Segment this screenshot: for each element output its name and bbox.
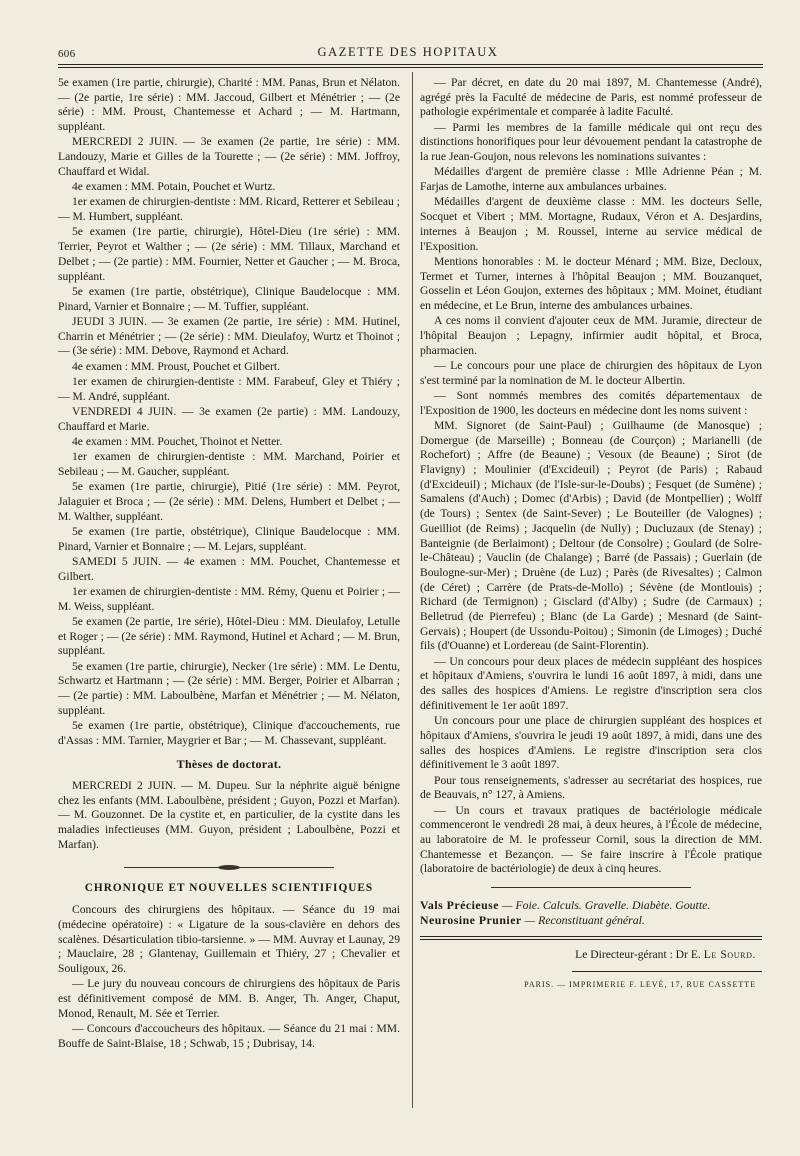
- exam-paragraph: 4e examen : MM. Potain, Pouchet et Wurtz.: [72, 180, 276, 194]
- running-title: GAZETTE DES HOPITAUX: [317, 45, 499, 59]
- column-divider: [412, 72, 413, 1108]
- advert-line: [420, 898, 762, 913]
- header-rule-top: [58, 64, 763, 65]
- exam-paragraph: JEUDI 3 JUIN. — 3e examen (2e partie, 1re série) : MM. Hutinel, Charrin et Ménétrier ; — (2e série) : MM. Dieulafoy, Wurtz et Thoinot ; — (3e série) : MM. Debove, Raymond et Achard.: [58, 314, 400, 358]
- signature-prefix: Le Directeur-gérant : Dr E.: [575, 948, 704, 962]
- exam-paragraph: SAMEDI 5 JUIN. — 4e examen : MM. Pouchet, Chantemesse et Gilbert.: [58, 554, 400, 583]
- chronique-paragraph: — Concours d'accoucheurs des hôpitaux. — Séance du 21 mai : MM. Bouffe de Saint-Blaise, 18 ; Schwab, 15 ; Dubrisay, 14.: [58, 1022, 400, 1050]
- signature-name: Le Sourd.: [703, 948, 756, 962]
- theses-heading: Thèses de doctorat.: [176, 757, 282, 772]
- news-paragraph: Mentions honorables : M. le docteur Ménard ; MM. Bize, Decloux, Termet et Turner, internes à l'hôpital Beaujon ; MM. Bouzanquet, Gosselin et Léon Goujon, externes des hôpitaux ; MM. Moinet, étudiant en médecine, et Le Brun, interne des ambulances urbaines.: [420, 254, 762, 312]
- news-paragraph: — Un concours pour deux places de médecin suppléant des hospices et hôpitaux d'Amiens, s'ouvrira le lundi 16 août 1897, à midi, dans une des salles des hospices d'Amiens. Le registre d'inscription sera clos définitivement le 1er août 1897.: [420, 654, 762, 712]
- news-paragraph: — Un cours et travaux pratiques de bactériologie médicale commenceront le vendredi 28 mai, à deux heures, à l'École de médecine, au laboratoire de M. le professeur Cornil, sous la direction de MM. Chantemesse et Bezançon. — Se faire inscrire à l'École pratique (laboratoire de bactériologie) de deux à cinq heures.: [420, 803, 762, 876]
- advert-line: [420, 913, 762, 928]
- advert-brand: Vals Précieuse: [420, 898, 499, 913]
- exam-paragraph: MERCREDI 2 JUIN. — 3e examen (2e partie, 1re série) : MM. Landouzy, Marie et Gilles de la Tourette ; — (2e série) : MM. Joffroy, Chauffard et Widal.: [58, 135, 400, 178]
- news-paragraph: Pour tous renseignements, s'adresser au secrétariat des hospices, rue de Beauvais, n° 127, à Amiens.: [420, 773, 762, 802]
- right-column: [420, 76, 762, 993]
- exam-paragraph: 1er examen de chirurgien-dentiste : MM. Ricard, Retterer et Sebileau ; — M. Humbert, suppléant.: [58, 195, 400, 224]
- exam-paragraph: 5e examen (1re partie, chirurgie), Pitié (1re série) : MM. Peyrot, Jalaguier et Broca ; — (2e série) : MM. Delens, Humbert et Delbet ; — M. Walther, suppléant.: [58, 480, 400, 523]
- left-column: [58, 76, 400, 1052]
- chronique-heading: CHRONIQUE ET NOUVELLES SCIENTIFIQUES: [84, 881, 374, 894]
- advert-text: — Reconstituant général.: [524, 913, 645, 928]
- news-paragraph: — Sont nommés membres des comités départementaux de l'Exposition de 1900, les docteurs en médecine dont les noms suivent :: [420, 388, 762, 417]
- double-rule: [420, 936, 762, 940]
- exam-paragraph: 5e examen (1re partie, obstétrique), Clinique Baudelocque : MM. Pinard, Varnier et Bonnaire ; — M. Tuffier, suppléant.: [58, 284, 400, 313]
- exam-paragraph: 5e examen (1re partie, obstétrique), Clinique d'accouchements, rue d'Assas : MM. Tarnier, Maygrier et Bar ; — M. Chassevant, suppléant.: [58, 718, 400, 747]
- header-rule-bottom: [58, 67, 763, 68]
- theses-paragraph: MERCREDI 2 JUIN. — M. Dupeu. Sur la néphrite aiguë bénigne chez les enfants (MM. Laboulbène, président ; Guyon, Pozzi et Marfan). — M. Gouzonnet. De la cystite et, en particulier, de la cystite dans les maladies infectieuses (MM. Guyon, président ; Laboulbène, Pozzi et Marfan).: [58, 779, 400, 851]
- chronique-section: [58, 865, 400, 1052]
- news-paragraph: Médailles d'argent de deuxième classe : MM. les docteurs Selle, Socquet et Vibert ; MM. Mortagne, Rudaux, Véron et A. Desjardins, internes à Beaujon ; M. Roussel, interne au service médical de l'Exposition.: [420, 195, 762, 253]
- exam-paragraph: 4e examen : MM. Proust, Pouchet et Gilbert.: [72, 359, 281, 373]
- ornament-rule: [124, 865, 334, 871]
- exam-paragraph: 4e examen : MM. Pouchet, Thoinot et Netter.: [72, 434, 283, 448]
- imprint-line: PARIS. — IMPRIMERIE F. LEVÉ, 17, RUE CASSETTE: [524, 979, 756, 989]
- separator-rule: [491, 887, 691, 888]
- news-paragraph: — Parmi les membres de la famille médicale qui ont reçu des distinctions honorifiques pour leur dévouement pendant la catastrophe de la rue Jean-Goujon, nous relevons les nominations suivantes :: [420, 120, 762, 164]
- news-paragraph: Médailles d'argent de première classe : Mlle Adrienne Péan ; M. Farjas de Lamothe, interne aux ambulances urbaines.: [420, 165, 762, 194]
- exam-paragraph: 1er examen de chirurgien-dentiste : MM. Rémy, Quenu et Poirier ; — M. Weiss, suppléant.: [58, 584, 400, 613]
- chronique-paragraph: — Le jury du nouveau concours de chirurgiens des hôpitaux de Paris est définitivement composé de MM. B. Anger, Th. Anger, Chaput, Monod, Renault, M. Sée et Terrier.: [58, 977, 400, 1020]
- exam-paragraph: 5e examen (1re partie, obstétrique), Clinique Baudelocque : MM. Pinard, Varnier et Bonnaire ; — M. Lejars, suppléant.: [58, 524, 400, 553]
- exam-paragraph: 1er examen de chirurgien-dentiste : MM. Farabeuf, Gley et Thiéry ; — M. André, suppléant.: [58, 374, 400, 403]
- page-header: [58, 44, 758, 64]
- chronique-paragraph: Concours des chirurgiens des hôpitaux. — Séance du 19 mai (médecine opératoire) : « Ligature de la sous-clavière en dehors des scalènes. Désarticulation tibio-tarsienne. » — MM. Auvray et Launay, 29 ; Mauclaire, 28 ; Glantenay, Guillemain et Thiéry, 27 ; Chevalier et Souligoux, 26.: [58, 903, 400, 976]
- news-paragraph: — Le concours pour une place de chirurgien des hôpitaux de Lyon s'est terminé par la nomination de M. le docteur Albertin.: [420, 358, 762, 387]
- imprint-rule: [572, 971, 762, 972]
- advert-brand: Neurosine Prunier: [420, 913, 522, 928]
- exam-paragraph: 5e examen (1re partie, chirurgie), Hôtel-Dieu (1re série) : MM. Terrier, Peyrot et Walther ; — (2e série) : MM. Tillaux, Marchand et Delbet ; — (2e partie) : MM. Fournier, Netter et Gaucher ; — M. Broca, suppléant.: [58, 225, 400, 283]
- page-number: 606: [58, 48, 76, 60]
- exam-paragraph: 5e examen (1re partie, chirurgie), Necker (1re série) : MM. Le Dentu, Schwartz et Hartmann ; — (2e série) : MM. Berger, Poirier et Albarran ; — (2e partie) : MM. Laboulbène, Marfan et Ménétrier ; — M. Nélaton, suppléant.: [58, 659, 400, 717]
- signature: [420, 948, 756, 963]
- exam-paragraph: 5e examen (1re partie, chirurgie), Charité : MM. Panas, Brun et Nélaton. — (2e partie, 1re série) : MM. Jaccoud, Gilbert et Ménétrier ; — (2e série) : MM. Proust, Chantemesse et Achard ; — M. Hartmann, suppléant.: [58, 76, 400, 134]
- advert-block: [420, 898, 762, 928]
- exam-paragraph: 1er examen de chirurgien-dentiste : MM. Marchand, Poirier et Sebileau ; — M. Gaucher, suppléant.: [58, 450, 400, 478]
- exam-paragraph: 5e examen (2e partie, 1re série), Hôtel-Dieu : MM. Dieulafoy, Letulle et Roger ; — (2e série) : MM. Raymond, Hutinel et Achard ; — M. Brun, suppléant.: [58, 614, 400, 658]
- news-paragraph: A ces noms il convient d'ajouter ceux de MM. Juramie, directeur de l'hôpital Beaujon ; Lepagny, infirmier audit hôpital, et Broca, pharmacien.: [420, 314, 762, 357]
- news-paragraph: Un concours pour une place de chirurgien suppléant des hospices et hôpitaux d'Amiens, s'ouvrira le jeudi 19 août 1897, à midi, dans une des salles des hospices d'Amiens. Le registre d'inscription sera clos définitivement le 3 août 1897.: [420, 714, 762, 772]
- news-paragraph: MM. Signoret (de Saint-Paul) ; Guilhaume (de Manosque) ; Domergue (de Marseille) ; Bonneau (de Courçon) ; Marianelli (de Rochefort) ; Affre (de Beaune) ; Vesoux (de Beaune) ; Sirot (de Flavigny) ; Moulinier (d'Excideuil) ; Peyrot (de Paris) ; Rabaud (d'Excideuil) ; Michaux (de l'Isle-sur-le-Doubs) ; Fesquet (de Sumène) ; Samalens (d'Auch) ; Domec (d'Arbis) ; David (de Montpellier) ; Wolff (de Tours) ; Sentex (de Saint-Sever) ; Le Bouteiller (de Valognes) ; Gueilliot (de Reims) ; Jacquelin (de Nully) ; Ducluzaux (de Stenay) ; Banteignie (de Berlaimont) ; Deltour (de Consolre) ; Goulard (de Solre-le-Château) ; Vauclin (de Chalange) ; Barré (de Passais) ; Guerlain (de Boulogne-sur-Mer) ; Druène (de Luz) ; Parès (de Rivesaltes) ; Calmon (de Céret) ; Carrère (de Prats-de-Mollo) ; Sévène (de Montlouis) ; Richard (de Termignon) ; Gisclard (d'Alby) ; Sudre (de Carmaux) ; Belletrud (de Pierrefeu) ; Blanc (de La Garde) ; Mesnard (de Saint-Gervais) ; Houpert (de Ussondu-Poitou) ; Simonin (de Limoges) ; Duché fils (d'Ouanne) et Lordereau (de Saint-Florentin).: [420, 418, 762, 653]
- exam-paragraph: VENDREDI 4 JUIN. — 3e examen (2e partie) : MM. Landouzy, Chauffard et Marie.: [58, 404, 400, 433]
- news-paragraph: — Par décret, en date du 20 mai 1897, M. Chantemesse (André), agrégé près la Faculté de médecine de Paris, est nommé professeur de pathologie expérimentale et comparée à ladite Faculté.: [420, 76, 762, 119]
- advert-text: — Foie. Calculs. Gravelle. Diabète. Goutte.: [501, 898, 711, 913]
